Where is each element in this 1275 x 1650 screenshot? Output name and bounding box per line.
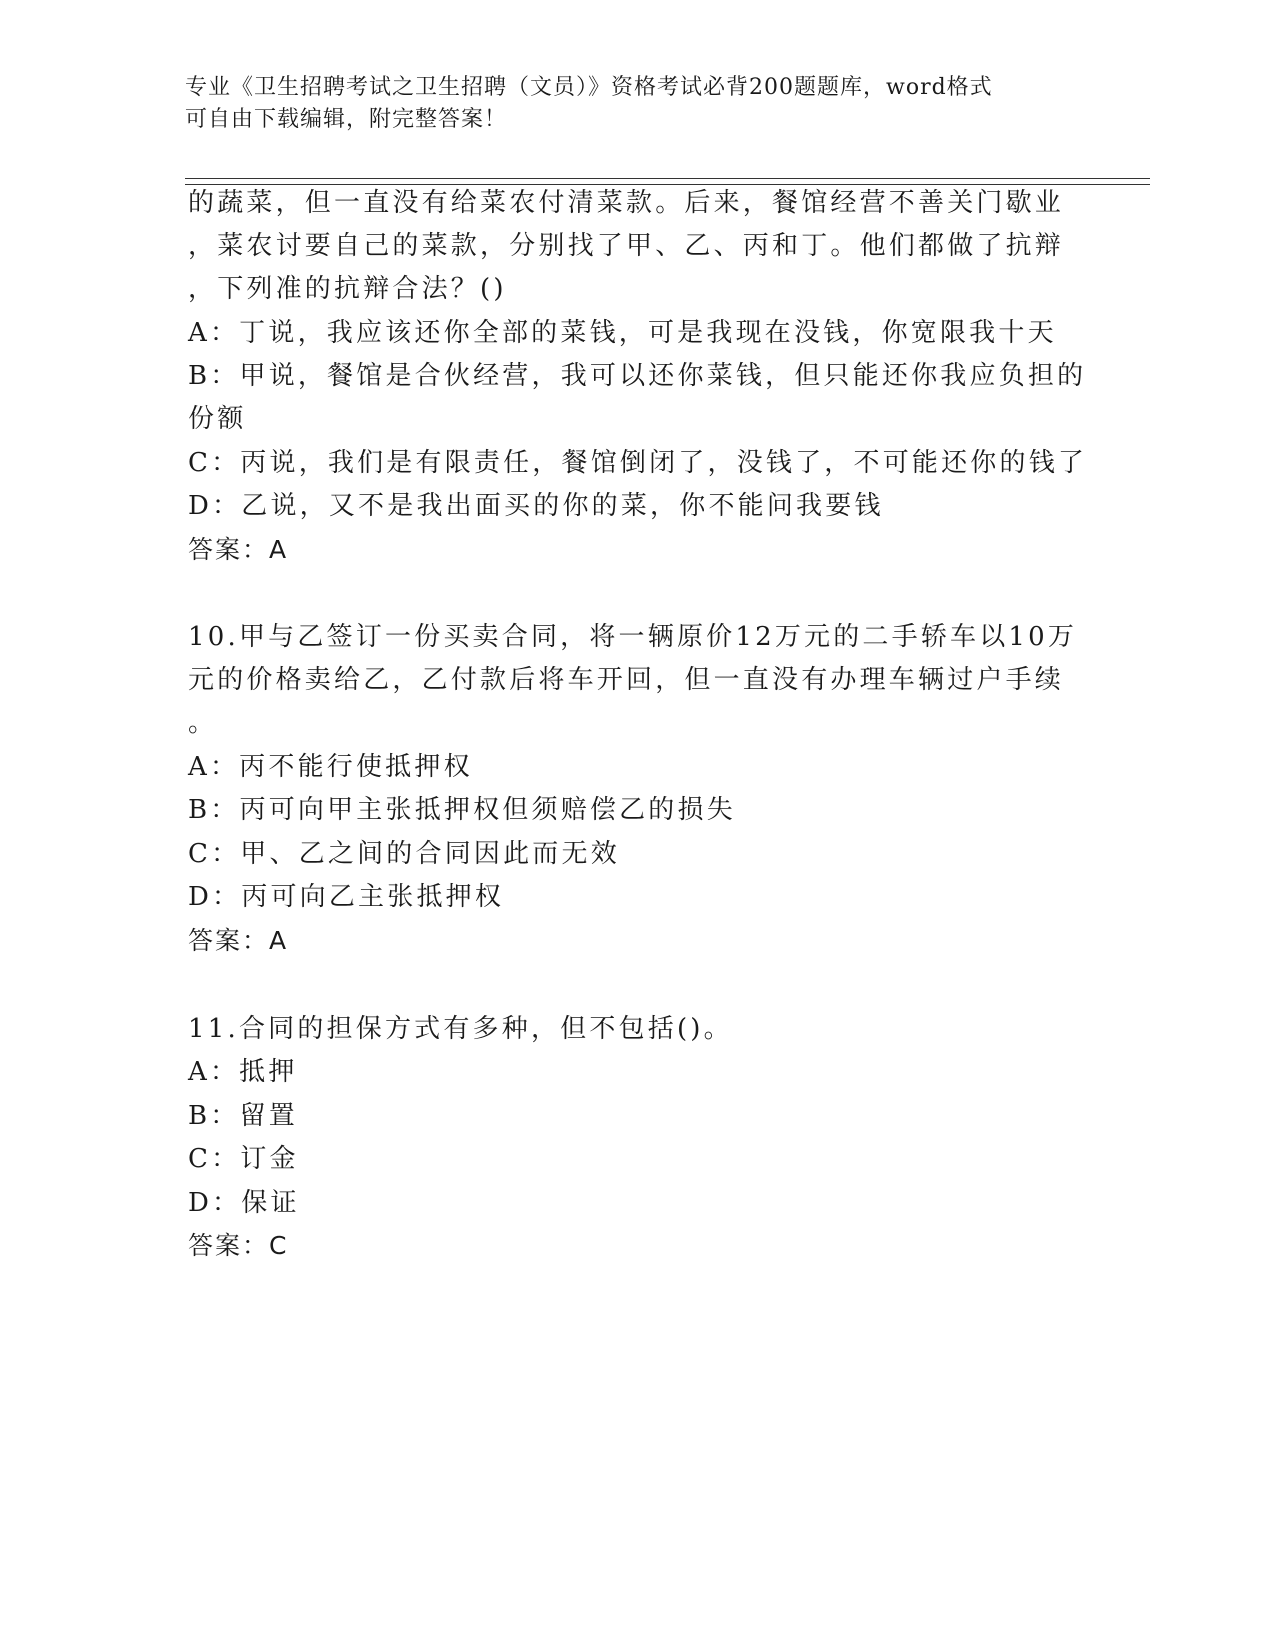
- q11-option-d: D：保证: [188, 1188, 300, 1218]
- q11-option-a: A：抵押: [188, 1057, 298, 1087]
- q9-option-d: D：乙说，又不是我出面买的你的菜，你不能问我要钱: [188, 491, 884, 521]
- header-divider-top: [185, 178, 1150, 179]
- q10-option-c: C：甲、乙之间的合同因此而无效: [188, 839, 620, 869]
- header-divider-bottom: [185, 184, 1150, 185]
- q10-stem-line: 元的价格卖给乙，乙付款后将车开回，但一直没有办理车辆过户手续: [188, 665, 1065, 695]
- q9-option-b: B：甲说，餐馆是合伙经营，我可以还你菜钱，但只能还你我应负担的: [188, 361, 1087, 391]
- q10-option-d: D：丙可向乙主张抵押权: [188, 882, 505, 912]
- q11-answer: 答案：C: [188, 1231, 289, 1260]
- q9-option-c: C：丙说，我们是有限责任，餐馆倒闭了，没钱了，不可能还你的钱了: [188, 448, 1088, 478]
- q9-stem-line: ，菜农讨要自己的菜款，分别找了甲、乙、丙和丁。他们都做了抗辩: [188, 231, 1065, 261]
- q11-option-b: B：留置: [188, 1101, 298, 1131]
- header-title-line-2: 可自由下载编辑，附完整答案！: [185, 107, 508, 132]
- q10-option-a: A：丙不能行使抵押权: [188, 752, 473, 782]
- q11-stem-line: 11.合同的担保方式有多种，但不包括()。: [188, 1014, 733, 1044]
- q9-stem-line: 的蔬菜，但一直没有给菜农付清菜款。后来，餐馆经营不善关门歇业: [188, 188, 1065, 218]
- q11-option-c: C：订金: [188, 1144, 299, 1174]
- document-header: [185, 72, 1065, 136]
- q10-stem-line: 10.甲与乙签订一份买卖合同，将一辆原价12万元的二手轿车以10万: [188, 622, 1078, 652]
- header-title-line-1: 专业《卫生招聘考试之卫生招聘（文员）》资格考试必背200题题库，word格式: [185, 75, 993, 100]
- q9-option-b-continued: 份额: [188, 404, 247, 434]
- q9-option-a: A：丁说，我应该还你全部的菜钱，可是我现在没钱，你宽限我十天: [188, 318, 1057, 348]
- q9-stem-line: ，下列准的抗辩合法？(): [188, 274, 507, 304]
- q10-answer: 答案：A: [188, 926, 289, 955]
- q10-option-b: B：丙可向甲主张抵押权但须赔偿乙的损失: [188, 795, 736, 825]
- q9-answer: 答案：A: [188, 535, 289, 564]
- q10-stem-line: 。: [188, 708, 218, 738]
